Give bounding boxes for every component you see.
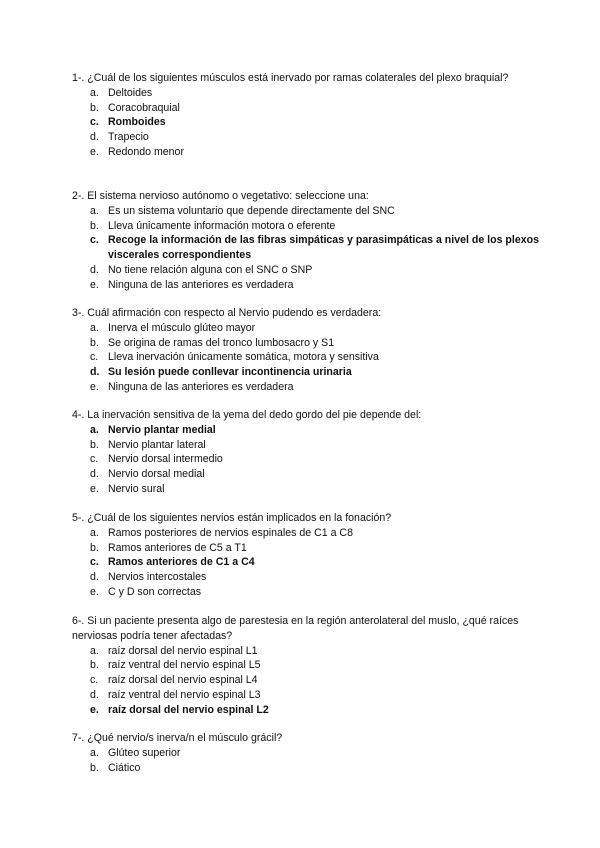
- option-text: Nervio sural: [108, 482, 165, 495]
- option-letter: d.: [90, 366, 100, 379]
- question-text: 5-. ¿Cuál de los siguientes nervios están implicados en la fonación?: [72, 512, 392, 524]
- option-letter: b.: [90, 336, 99, 349]
- option-text: raíz dorsal del nervio espinal L2: [108, 703, 269, 716]
- option-text: No tiene relación alguna con el SNC o SNP: [108, 263, 313, 276]
- option-letter: a.: [90, 423, 99, 436]
- option: [90, 321, 542, 336]
- option-text: Ninguna de las anteriores es verdadera: [108, 278, 294, 291]
- option-letter: b.: [90, 438, 99, 451]
- option-letter: c.: [90, 351, 99, 364]
- option-text: Ninguna de las anteriores es verdadera: [108, 380, 294, 393]
- question-1: [72, 71, 542, 160]
- option-list: [72, 204, 542, 293]
- option-correct: [90, 703, 542, 718]
- option: [90, 761, 542, 776]
- option-text: Inerva el músculo glúteo mayor: [108, 321, 256, 334]
- option-text: Glúteo superior: [108, 746, 181, 759]
- option-list: [72, 86, 542, 160]
- option-letter: c.: [90, 453, 99, 466]
- option: [90, 644, 542, 659]
- option-letter: a.: [90, 644, 99, 657]
- question-2: [72, 189, 542, 293]
- option-text: Se origina de ramas del tronco lumbosacro y S1: [108, 336, 335, 349]
- option-letter: b.: [90, 659, 99, 672]
- option-correct: [90, 423, 542, 438]
- option: [90, 585, 542, 600]
- option-letter: b.: [90, 761, 99, 774]
- option: [90, 130, 542, 145]
- option-letter: d.: [90, 131, 99, 144]
- option-text: Coracobraquial: [108, 101, 180, 114]
- option-text: raíz ventral del nervio espinal L3: [108, 688, 261, 701]
- option-letter: c.: [90, 556, 99, 569]
- option-text: Su lesión puede conllevar incontinencia urinaria: [108, 366, 352, 379]
- option: [90, 452, 542, 467]
- option-text: Nervio dorsal intermedio: [108, 453, 223, 466]
- option-text: raíz dorsal del nervio espinal L4: [108, 674, 258, 687]
- option-text: Deltoides: [108, 86, 153, 99]
- question-4: [72, 408, 542, 497]
- option-text: Ramos anteriores de C1 a C4: [108, 556, 255, 569]
- option-text: Romboides: [108, 116, 166, 129]
- option-letter: b.: [90, 101, 99, 114]
- option-letter: e.: [90, 482, 99, 495]
- option-letter: d.: [90, 263, 99, 276]
- option: [90, 746, 542, 761]
- option-correct: [90, 555, 542, 570]
- option-text: Nervio plantar medial: [108, 423, 216, 436]
- question-text: 2-. El sistema nervioso autónomo o vegetativo: seleccione una:: [72, 190, 369, 202]
- option-letter: e.: [90, 380, 99, 393]
- option-letter: b.: [90, 219, 99, 232]
- option: [90, 336, 542, 351]
- option: [90, 204, 542, 219]
- option-text: Es un sistema voluntario que depende directamente del SNC: [108, 204, 395, 217]
- question-7: [72, 731, 542, 775]
- option: [90, 145, 542, 160]
- option-text: Nervio dorsal medial: [108, 468, 205, 481]
- option-text: Ciático: [108, 761, 141, 774]
- question-text: 4-. La inervación sensitiva de la yema del dedo gordo del pie depende del:: [72, 409, 422, 421]
- option-text: Redondo menor: [108, 145, 184, 158]
- option: [90, 263, 542, 278]
- option: [90, 219, 542, 234]
- option-text: Nervio plantar lateral: [108, 438, 206, 451]
- option: [90, 482, 542, 497]
- question-text: 7-. ¿Qué nervio/s inerva/n el músculo grácil?: [72, 732, 283, 744]
- option-letter: b.: [90, 541, 99, 554]
- option-letter: e.: [90, 585, 99, 598]
- option-text: raíz dorsal del nervio espinal L1: [108, 644, 258, 657]
- option-letter: d.: [90, 571, 99, 584]
- option-letter: a.: [90, 526, 99, 539]
- option-text: Recoge la información de las fibras simpáticas y parasimpáticas a nivel de los plexos viscerales correspondientes: [108, 234, 539, 262]
- option: [90, 688, 542, 703]
- option-correct: [90, 365, 542, 380]
- question-text: 1-. ¿Cuál de los siguientes músculos está inervado por ramas colaterales del plexo braquial?: [72, 72, 509, 84]
- option: [90, 278, 542, 293]
- option: [90, 86, 542, 101]
- option-letter: e.: [90, 145, 99, 158]
- option-text: Trapecio: [108, 131, 149, 144]
- option: [90, 570, 542, 585]
- option-text: Nervios intercostales: [108, 571, 207, 584]
- question-text: 3-. Cuál afirmación con respecto al Nervio pudendo es verdadera:: [72, 307, 382, 319]
- question-5: [72, 511, 542, 600]
- option-letter: a.: [90, 746, 99, 759]
- option: [90, 541, 542, 556]
- option: [90, 673, 542, 688]
- option-text: C y D son correctas: [108, 585, 202, 598]
- option-correct: [90, 233, 542, 263]
- question-6: [72, 614, 542, 718]
- option-list: [72, 746, 542, 776]
- option-letter: d.: [90, 688, 99, 701]
- option-text: Lleva únicamente información motora o eferente: [108, 219, 336, 232]
- option-list: [72, 526, 542, 600]
- option: [90, 526, 542, 541]
- option-letter: c.: [90, 234, 99, 247]
- option: [90, 658, 542, 673]
- option-letter: e.: [90, 278, 99, 291]
- option-letter: d.: [90, 468, 99, 481]
- option-text: Ramos posteriores de nervios espinales de C1 a C8: [108, 526, 353, 539]
- option-letter: a.: [90, 204, 99, 217]
- option: [90, 438, 542, 453]
- option: [90, 467, 542, 482]
- option-list: [72, 321, 542, 395]
- option: [90, 380, 542, 395]
- option-letter: a.: [90, 86, 99, 99]
- option-correct: [90, 115, 542, 130]
- option-letter: c.: [90, 116, 99, 129]
- option-letter: a.: [90, 321, 99, 334]
- question-text: 6-. Si un paciente presenta algo de parestesia en la región anterolateral del muslo, ¿qué raíces nerviosas podría tener afectadas?: [72, 615, 519, 642]
- option-letter: c.: [90, 674, 99, 687]
- option: [90, 350, 542, 365]
- option: [90, 101, 542, 116]
- option-text: Lleva inervación únicamente somática, motora y sensitiva: [108, 351, 379, 364]
- question-3: [72, 306, 542, 395]
- option-list: [72, 423, 542, 497]
- option-letter: e.: [90, 703, 99, 716]
- option-text: Ramos anteriores de C5 a T1: [108, 541, 247, 554]
- option-list: [72, 644, 542, 718]
- option-text: raíz ventral del nervio espinal L5: [108, 659, 261, 672]
